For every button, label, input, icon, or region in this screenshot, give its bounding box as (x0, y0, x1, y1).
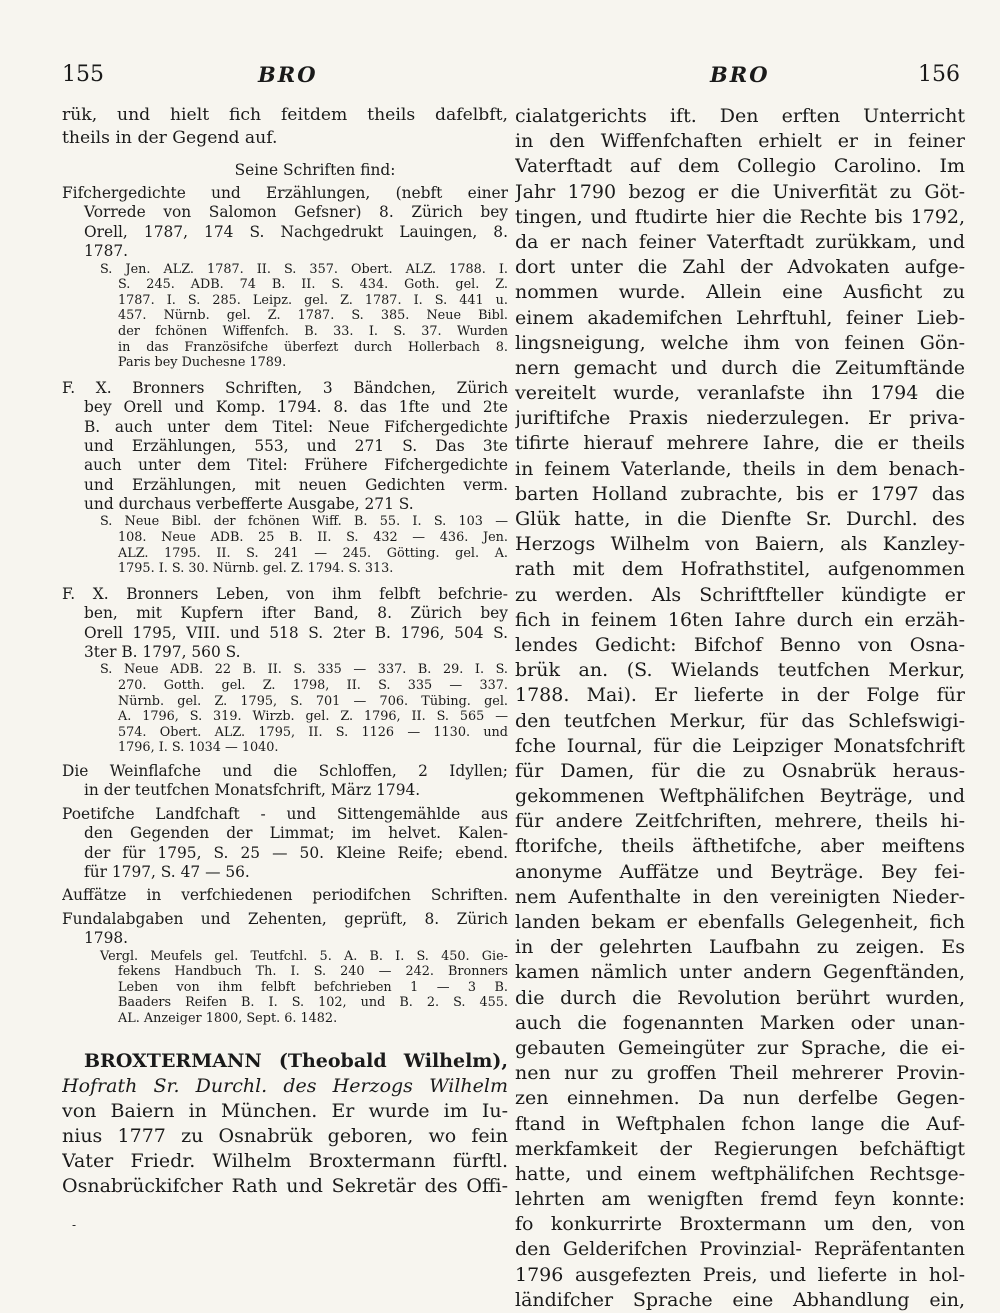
bibliography-entry: B. auch unter dem Titel: Neue Fifchergedichte (84, 417, 508, 436)
bibliography-entry: 1798. (84, 929, 129, 948)
text-line: nern gemacht und durch die Zeitumftände (515, 356, 965, 379)
text-line: einem akademifchen Lehrftuhl, feiner Lieb- (515, 306, 965, 329)
bibliography-entry: Orell 1795, VIII. und 518 S. 2ter B. 1796, 504 S. (84, 623, 508, 642)
running-head-left: BRO (258, 62, 318, 87)
text-line: anonyme Auffätze und Beyträge. Bey fei- (515, 860, 965, 883)
bibliography-entry: Vorrede von Salomon Gefsner) 8. Zürich bey (84, 203, 508, 222)
text-line: den teutfchen Merkur, für das Schlefswigi- (515, 709, 965, 732)
text-line: barten Holland zubrachte, bis er 1797 das (515, 482, 965, 505)
bibliography-entry: Poetifche Landfchaft - und Sittengemählde aus (62, 804, 508, 823)
text-line: ftand in Weftphalen fchon lange die Auf- (515, 1112, 965, 1135)
text-line: fich in feinem 16ten Iahre durch ein erzäh- (515, 608, 965, 631)
text-line: Glük hatte, in die Dienfte Sr. Durchl. des (515, 508, 965, 530)
text-line: vereitelt wurde, veranlafste ihn 1794 die (515, 382, 965, 405)
text-line: Vaterftadt auf dem Collegio Carolino. Im (515, 155, 965, 178)
text-line: cialatgerichts ift. Den erften Unterricht (515, 105, 965, 127)
text-line: nius 1777 zu Osnabrük geboren, wo fein (62, 1125, 508, 1148)
reference-line: 108. Neue ADB. 25 B. II. S. 432 — 436. Jen. (118, 530, 508, 546)
bibliography-entry: und durchaus verbefferte Ausgabe, 271 S. (84, 495, 414, 514)
reference-line: 1795. I. S. 30. Nürnb. gel. Z. 1794. S. 313. (118, 561, 394, 577)
bibliography-entry: Die Weinflafche und die Schloffen, 2 Idyllen; (62, 762, 508, 780)
reference-line: in das Französifche überfezt durch Hollerbach 8. (118, 339, 508, 355)
text-line: lehrten am wenigften fremd feyn konnte: (515, 1188, 965, 1211)
bibliography-entry: Auffätze in verfchiedenen periodifchen Schriften. (62, 886, 508, 905)
text-line: auch die fogenannten Marken oder unan- (515, 1011, 965, 1034)
text-line: juriftifche Praxis niederzulegen. Er priva- (515, 407, 965, 430)
text-line: 1796 ausgefezten Preis, und lieferte in hol- (515, 1263, 965, 1286)
reference-line: 457. Nürnb. gel. Z. 1787. S. 385. Neue Bibl. (118, 308, 508, 324)
text-line: nem Aufenthalte in den vereinigten Nieder- (515, 885, 965, 908)
left-column (62, 104, 508, 1200)
text-line: rath mit dem Hofrathstitel, aufgenommen (515, 558, 965, 581)
reference-line: Baaders Reifen B. I. S. 102, und B. 2. S. 455. (118, 995, 508, 1011)
text-line: tingen, und ftudirte hier die Rechte bis 1792, (515, 205, 965, 228)
bibliography-entry: F. X. Bronners Leben, von ihm felbft befchrie- (62, 584, 508, 603)
text-line: gebauten Gemeingüter zur Sprache, die ei- (515, 1036, 965, 1059)
text-line: in feinem Vaterlande, theils in dem benach- (515, 457, 965, 480)
bibliography-entry: 3ter B. 1797, 560 S. (84, 643, 241, 662)
bibliography-entry: der für 1795, S. 25 — 50. Kleine Reife; ebend. (84, 843, 508, 862)
reference-line: 270. Gotth. gel. Z. 1798, II. S. 335 — 337. (118, 678, 508, 694)
text-line: tifirte hierauf mehrere Iahre, die er theils (515, 432, 965, 455)
text-line: Hofrath Sr. Durchl. des Herzogs Wilhelm (62, 1074, 508, 1097)
reference-line: S. Neue ADB. 22 B. II. S. 335 — 337. B. 29. I. S. (100, 662, 508, 678)
reference-line: S. Neue Bibl. der fchönen Wiff. B. 55. I. S. 103 — (100, 514, 508, 530)
text-line: gekommenen Weftphälifchen Beyträge, und (515, 785, 965, 808)
text-line: theils in der Gegend auf. (62, 128, 278, 149)
bibliography-entry: in der teutfchen Monatsfchrift, März 1794. (84, 781, 421, 800)
reference-line: A. 1796, S. 319. Wirzb. gel. Z. 1796, II. S. 565 — (118, 709, 508, 725)
text-line: zen einnehmen. Da nun derfelbe Gegen- (515, 1087, 965, 1110)
reference-line: S. Jen. ALZ. 1787. II. S. 357. Obert. ALZ. 1788. I. (100, 261, 508, 277)
text-line: in der gelehrten Laufbahn zu zeigen. Es (515, 936, 965, 959)
bibliography-entry: auch unter dem Titel: Frühere Fifchergedichte (84, 456, 508, 475)
text-line: für Damen, für die zu Osnabrük heraus- (515, 759, 965, 782)
text-line: dort unter die Zahl der Advokaten aufge- (515, 256, 965, 279)
text-line: landen bekam er ebenfalls Gelegenheit, fich (515, 911, 965, 933)
text-line: Vater Friedr. Wilhelm Broxtermann fürftl. (62, 1150, 508, 1173)
reference-line: Paris bey Duchesne 1789. (118, 355, 287, 371)
bibliography-entry: und Erzählungen, mit neuen Gedichten verm. (84, 475, 508, 494)
bibliography-entry: und Erzählungen, 553, und 271 S. Das 3te (84, 436, 508, 455)
bibliography-entry: bey Orell und Komp. 1794. 8. das 1fte und 2te (84, 398, 508, 417)
text-line: nommen wurde. Allein eine Ausficht zu (515, 281, 965, 304)
text-line: für andere Zeitfchriften, mehrere, theils hi- (515, 810, 965, 833)
text-line: Jahr 1790 bezog er die Univerfität zu Göt- (515, 180, 965, 203)
reference-line: ALZ. 1795. II. S. 241 — 245. Götting. gel. A. (118, 545, 508, 561)
bibliography-entry: Fundalabgaben und Zehenten, geprüft, 8. Zürich (62, 909, 508, 928)
reference-line: AL. Anzeiger 1800, Sept. 6. 1482. (118, 1010, 338, 1026)
text-line: die durch die Revolution berührt wurden, (515, 986, 965, 1009)
page-number-left: 155 (62, 62, 104, 87)
reference-line: S. 245. ADB. 74 B. II. S. 434. Goth. gel. Z. (118, 277, 508, 293)
works-heading: Seine Schriften find: (234, 160, 396, 179)
text-line: den Gelderifchen Provinzial- Repräfentanten (515, 1238, 965, 1261)
page-header (62, 62, 960, 92)
reference-line: 574. Obert. ALZ. 1795, II. S. 1126 — 1130. und (118, 724, 508, 740)
text-line: merkfamkeit der Regierungen befchäftigt (515, 1137, 965, 1160)
bibliography-entry: Orell, 1787, 174 S. Nachgedrukt Lauingen, 8. (84, 222, 508, 241)
reference-line: Leben von ihm felbft befchrieben 1 — 3 B. (118, 979, 508, 995)
text-line: fche Iournal, für die Leipziger Monatsfchrift (515, 734, 965, 757)
text-line: ftorifche, theils äfthetifche, aber meiftens (515, 835, 965, 858)
right-column (515, 104, 965, 1313)
text-line: fo konkurrirte Broxtermann um den, von (515, 1213, 965, 1236)
text-line: in den Wiffenfchaften erhielt er in feiner (515, 130, 965, 153)
reference-line: Vergl. Meufels gel. Teutfchl. 5. A. B. I. S. 450. Gie- (100, 948, 508, 964)
text-line: zu werden. Als Schriftfteller kündigte er (515, 583, 965, 606)
text-line: nen nur zu groffen Theil mehrerer Provin- (515, 1062, 965, 1085)
text-line: kamen nämlich unter andern Gegenftänden, (515, 961, 965, 984)
bibliography-entry: ben, mit Kupfern ifter Band, 8. Zürich bey (84, 604, 508, 623)
bibliography-entry: den Gegenden der Limmat; im helvet. Kalen- (84, 824, 508, 843)
page-number-right: 156 (918, 62, 960, 87)
text-line: von Baiern in München. Er wurde im Iu- (62, 1099, 508, 1122)
entry-headword: BROXTERMANN (Theobald Wilhelm), (84, 1049, 508, 1072)
bibliography-entry: 1787. (84, 242, 129, 261)
bibliography-entry: F. X. Bronners Schriften, 3 Bändchen, Zürich (62, 378, 508, 397)
text-line: rük, und hielt fich feitdem theils dafelbft, (62, 105, 508, 125)
text-line: Osnabrückifcher Rath und Sekretär des Offi- (62, 1175, 508, 1198)
footer-mark: - (72, 1218, 77, 1232)
text-line: 1788. Mai). Er lieferte in der Folge für (515, 684, 965, 707)
bibliography-entry: für 1797, S. 47 — 56. (84, 862, 250, 881)
text-line: hatte, und einem weftphälifchen Rechtsge- (515, 1162, 965, 1185)
text-line: lendes Gedicht: Bifchof Benno von Osna- (515, 633, 965, 656)
text-line: brük an. (S. Wielands teutfchen Merkur, (515, 659, 965, 682)
reference-line: 1796, I. S. 1034 — 1040. (118, 740, 279, 756)
text-line: lingsneigung, welche ihm von feinen Gön- (515, 331, 965, 354)
reference-line: der fchönen Wiffenfch. B. 33. I. S. 37. Wurden (118, 323, 508, 339)
text-line: da er nach feiner Vaterftadt zurükkam, und (515, 230, 965, 253)
text-line: Herzogs Wilhelm von Baiern, als Kanzley- (515, 533, 965, 556)
text-line: ländifcher Sprache eine Abhandlung ein, (515, 1288, 965, 1311)
reference-line: fekens Handbuch Th. I. S. 240 — 242. Bronners (118, 964, 508, 980)
running-head-right: BRO (710, 62, 770, 87)
bibliography-entry: Fifchergedichte und Erzählungen, (nebft einer (62, 184, 508, 202)
reference-line: 1787. I. S. 285. Leipz. gel. Z. 1787. I. S. 441 u. (118, 292, 508, 308)
reference-line: Nürnb. gel. Z. 1795, S. 701 — 706. Tübing. gel. (118, 693, 508, 709)
